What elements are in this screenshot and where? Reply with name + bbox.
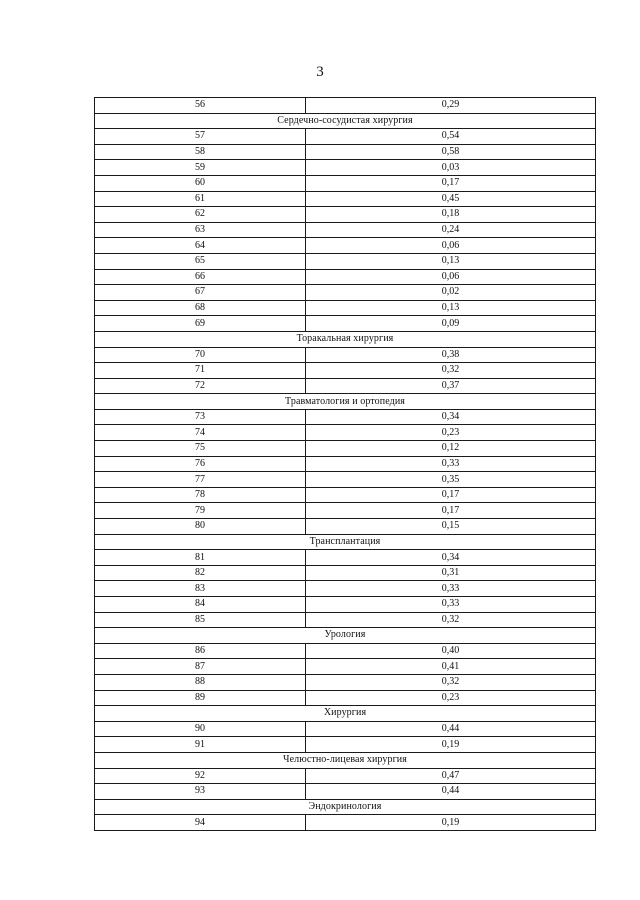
- table-row: [95, 160, 596, 176]
- row-number: 76: [95, 456, 306, 472]
- row-number: 87: [95, 659, 306, 675]
- table-row: [95, 597, 596, 613]
- row-coefficient: 0,02: [306, 285, 596, 301]
- row-coefficient: 0,17: [306, 487, 596, 503]
- row-number: 86: [95, 643, 306, 659]
- row-coefficient: 0,24: [306, 222, 596, 238]
- row-number: 85: [95, 612, 306, 628]
- row-coefficient: 0,18: [306, 207, 596, 223]
- section-title: Урология: [95, 628, 596, 644]
- table-row: [95, 815, 596, 831]
- table-row: [95, 456, 596, 472]
- row-number: 63: [95, 222, 306, 238]
- table-row: [95, 487, 596, 503]
- row-number: 88: [95, 674, 306, 690]
- table-row: [95, 674, 596, 690]
- row-number: 94: [95, 815, 306, 831]
- page-number: 3: [316, 64, 324, 80]
- table-row: [95, 737, 596, 753]
- row-coefficient: 0,41: [306, 659, 596, 675]
- table-row: [95, 425, 596, 441]
- row-coefficient: 0,54: [306, 129, 596, 145]
- row-number: 90: [95, 721, 306, 737]
- row-number: 73: [95, 409, 306, 425]
- row-coefficient: 0,40: [306, 643, 596, 659]
- row-coefficient: 0,33: [306, 456, 596, 472]
- row-number: 82: [95, 565, 306, 581]
- row-number: 77: [95, 472, 306, 488]
- row-coefficient: 0,35: [306, 472, 596, 488]
- row-number: 81: [95, 550, 306, 566]
- row-number: 58: [95, 144, 306, 160]
- section-row: [95, 534, 596, 550]
- section-title: Эндокринология: [95, 799, 596, 815]
- row-number: 61: [95, 191, 306, 207]
- section-title: Трансплантация: [95, 534, 596, 550]
- table-row: [95, 441, 596, 457]
- row-coefficient: 0,45: [306, 191, 596, 207]
- row-coefficient: 0,32: [306, 612, 596, 628]
- table-row: [95, 519, 596, 535]
- row-coefficient: 0,32: [306, 674, 596, 690]
- row-number: 67: [95, 285, 306, 301]
- table-row: [95, 191, 596, 207]
- row-coefficient: 0,47: [306, 768, 596, 784]
- row-number: 62: [95, 207, 306, 223]
- table-row: [95, 378, 596, 394]
- row-number: 93: [95, 784, 306, 800]
- row-number: 78: [95, 487, 306, 503]
- row-coefficient: 0,06: [306, 238, 596, 254]
- section-row: [95, 113, 596, 129]
- row-coefficient: 0,44: [306, 784, 596, 800]
- row-number: 66: [95, 269, 306, 285]
- row-coefficient: 0,09: [306, 316, 596, 332]
- row-number: 64: [95, 238, 306, 254]
- row-number: 74: [95, 425, 306, 441]
- section-row: [95, 628, 596, 644]
- row-coefficient: 0,23: [306, 425, 596, 441]
- table-row: [95, 659, 596, 675]
- section-row: [95, 706, 596, 722]
- row-coefficient: 0,34: [306, 550, 596, 566]
- row-number: 70: [95, 347, 306, 363]
- row-number: 80: [95, 519, 306, 535]
- row-number: 59: [95, 160, 306, 176]
- table-row: [95, 316, 596, 332]
- table-row: [95, 690, 596, 706]
- table-row: [95, 409, 596, 425]
- table-row: [95, 269, 596, 285]
- table-body: [95, 98, 596, 831]
- row-coefficient: 0,33: [306, 597, 596, 613]
- table-row: [95, 300, 596, 316]
- coefficient-table: [94, 97, 596, 831]
- table-row: [95, 550, 596, 566]
- table-row: [95, 643, 596, 659]
- row-coefficient: 0,44: [306, 721, 596, 737]
- row-coefficient: 0,29: [306, 98, 596, 114]
- row-coefficient: 0,58: [306, 144, 596, 160]
- row-coefficient: 0,19: [306, 815, 596, 831]
- row-coefficient: 0,06: [306, 269, 596, 285]
- row-number: 84: [95, 597, 306, 613]
- row-coefficient: 0,37: [306, 378, 596, 394]
- row-coefficient: 0,03: [306, 160, 596, 176]
- row-number: 72: [95, 378, 306, 394]
- row-number: 68: [95, 300, 306, 316]
- row-number: 65: [95, 253, 306, 269]
- row-number: 89: [95, 690, 306, 706]
- row-number: 83: [95, 581, 306, 597]
- table-row: [95, 207, 596, 223]
- table-row: [95, 98, 596, 114]
- section-title: Травматология и ортопедия: [95, 394, 596, 410]
- row-number: 91: [95, 737, 306, 753]
- row-coefficient: 0,32: [306, 363, 596, 379]
- row-coefficient: 0,33: [306, 581, 596, 597]
- table-row: [95, 503, 596, 519]
- section-title: Торакальная хирургия: [95, 331, 596, 347]
- table-row: [95, 784, 596, 800]
- row-number: 57: [95, 129, 306, 145]
- row-coefficient: 0,17: [306, 503, 596, 519]
- table-row: [95, 581, 596, 597]
- table-row: [95, 285, 596, 301]
- table-row: [95, 347, 596, 363]
- table-row: [95, 129, 596, 145]
- table-row: [95, 238, 596, 254]
- table-row: [95, 721, 596, 737]
- table-row: [95, 768, 596, 784]
- table-row: [95, 612, 596, 628]
- section-title: Челюстно-лицевая хирургия: [95, 752, 596, 768]
- section-row: [95, 331, 596, 347]
- row-coefficient: 0,31: [306, 565, 596, 581]
- row-number: 79: [95, 503, 306, 519]
- section-title: Хирургия: [95, 706, 596, 722]
- section-row: [95, 799, 596, 815]
- row-number: 71: [95, 363, 306, 379]
- table-row: [95, 144, 596, 160]
- row-coefficient: 0,19: [306, 737, 596, 753]
- row-coefficient: 0,17: [306, 175, 596, 191]
- table-row: [95, 472, 596, 488]
- row-number: 75: [95, 441, 306, 457]
- row-coefficient: 0,38: [306, 347, 596, 363]
- section-row: [95, 752, 596, 768]
- row-number: 56: [95, 98, 306, 114]
- row-coefficient: 0,15: [306, 519, 596, 535]
- table-row: [95, 222, 596, 238]
- table-row: [95, 565, 596, 581]
- row-coefficient: 0,13: [306, 300, 596, 316]
- row-coefficient: 0,34: [306, 409, 596, 425]
- row-coefficient: 0,12: [306, 441, 596, 457]
- table-row: [95, 363, 596, 379]
- row-number: 60: [95, 175, 306, 191]
- table-row: [95, 253, 596, 269]
- section-row: [95, 394, 596, 410]
- row-number: 69: [95, 316, 306, 332]
- section-title: Сердечно-сосудистая хирургия: [95, 113, 596, 129]
- row-coefficient: 0,23: [306, 690, 596, 706]
- row-number: 92: [95, 768, 306, 784]
- table-row: [95, 175, 596, 191]
- row-coefficient: 0,13: [306, 253, 596, 269]
